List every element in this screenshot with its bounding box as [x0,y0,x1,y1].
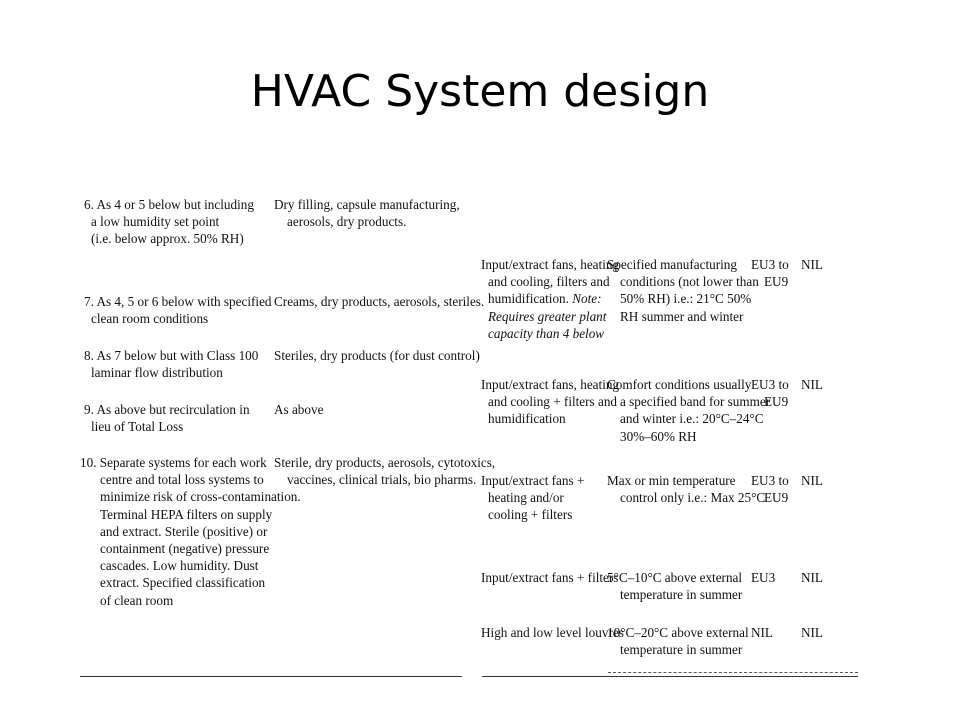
right-row-1-equipment [481,256,619,342]
requirement-line: and extract. Sterile (positive) or [100,523,268,539]
right-row-1-conditions [607,256,759,325]
right-row-5-equipment [481,624,624,641]
filtration-line: EU9 [764,274,789,290]
equipment-line: heating and/or [488,490,564,506]
requirement-line: laminar flow distribution [91,365,223,381]
application-line: Dry filling, capsule manufacturing, [274,197,460,212]
conditions-line: conditions (not lower than [620,274,759,290]
requirement-line: 8. As 7 below but with Class 100 [84,348,259,363]
equipment-text: humidification. [488,291,569,307]
filtration-line: EU3 [751,570,776,585]
equipment-line: cooling + filters [488,507,573,523]
right-row-3-other: NIL [801,473,823,488]
right-row-4-other: NIL [801,570,823,585]
right-row-1-filtration [751,256,789,290]
right-row-2-filtration [751,376,789,410]
right-row-5-filtration [751,624,773,641]
conditions-line: temperature in summer [620,587,743,603]
right-row-3-conditions [607,472,765,506]
equipment-line: and cooling, filters and [488,274,610,290]
slide-title: HVAC System design [250,66,710,117]
application-line: Sterile, dry products, aerosols, cytotoxics, [274,455,496,470]
right-row-3-filtration [751,472,789,506]
requirement-line: (i.e. below approx. 50% RH) [91,231,244,247]
conditions-line: RH summer and winter [620,308,744,324]
requirement-line: 9. As above but recirculation in [84,402,250,417]
application-line: Creams, dry products, aerosols, steriles. [274,294,485,309]
requirement-line: minimize risk of cross-contamination. [100,489,301,505]
equipment-line: humidification [488,411,566,427]
conditions-line: temperature in summer [620,642,743,658]
equipment-line: Input/extract fans, heating [481,257,620,272]
left-row-6-application [274,196,460,230]
left-row-9-application [274,401,323,418]
right-row-2-other: NIL [801,377,823,392]
equipment-note-line: Requires greater plant [488,308,607,324]
right-row-3-equipment [481,472,584,524]
requirement-line: cascades. Low humidity. Dust [100,558,259,574]
left-row-10-application [274,454,495,488]
right-table-bottom-rule [482,676,858,677]
requirement-line: 10. Separate systems for each work [80,455,267,470]
requirement-line: containment (negative) pressure [100,541,270,557]
application-line: vaccines, clinical trials, bio pharms. [287,472,477,488]
filtration-line: NIL [751,625,773,640]
filtration-line: EU3 to [751,473,789,488]
conditions-line: control only i.e.: Max 25°C [620,490,766,506]
right-row-2-equipment [481,376,619,428]
equipment-note-label: Note: [572,291,602,307]
requirement-line: of clean room [100,592,174,608]
application-line: Steriles, dry products (for dust control) [274,348,480,363]
left-row-9-requirement [84,401,250,435]
requirement-line: Terminal HEPA filters on supply [100,506,273,522]
conditions-line: 50% RH) i.e.: 21°C 50% [620,291,752,307]
left-row-10-requirement [80,454,301,609]
left-table [80,196,496,686]
left-row-7-application [274,293,484,310]
right-row-5-other: NIL [801,625,823,640]
application-line: aerosols, dry products. [287,214,407,230]
equipment-line: Input/extract fans + [481,473,585,488]
filtration-line: EU3 to [751,257,789,272]
equipment-line: Input/extract fans, heating [481,377,620,392]
left-table-bottom-rule [80,676,462,677]
requirement-line: 6. As 4 or 5 below but including [84,197,254,212]
right-table [481,256,871,686]
conditions-line: Max or min temperature [607,473,736,488]
equipment-line [481,290,619,307]
requirement-line: centre and total loss systems to [100,472,264,488]
right-row-4-equipment [481,569,618,586]
left-row-7-requirement [84,293,272,327]
conditions-line: and winter i.e.: 20°C–24°C [620,411,764,427]
conditions-line: a specified band for summer [620,394,771,410]
requirement-line: lieu of Total Loss [91,419,184,435]
conditions-line: 5°C–10°C above external [607,570,743,585]
conditions-line: Comfort conditions usually [607,377,752,392]
equipment-line: Input/extract fans + filters [481,570,619,585]
equipment-line: High and low level louvres [481,625,624,640]
conditions-line: Specified manufacturing [607,257,737,272]
equipment-line: and cooling + filters and [488,394,618,410]
equipment-note-line: capacity than 4 below [488,325,605,341]
right-table-bottom-rule-secondary [608,672,858,673]
conditions-line: 30%–60% RH [620,428,697,444]
filtration-line: EU9 [764,394,789,410]
left-row-8-application [274,347,480,364]
filtration-line: EU3 to [751,377,789,392]
right-row-4-filtration [751,569,775,586]
left-row-6-requirement [84,196,254,248]
right-row-2-conditions [607,376,770,445]
right-row-5-conditions [607,624,749,658]
left-row-8-requirement [84,347,258,381]
requirement-line: extract. Specified classification [100,575,266,591]
requirement-line: a low humidity set point [91,214,220,230]
filtration-line: EU9 [764,490,789,506]
right-row-4-conditions [607,569,742,603]
requirement-line: 7. As 4, 5 or 6 below with specified [84,294,272,309]
right-row-1-other: NIL [801,257,823,272]
application-line: As above [274,402,324,417]
conditions-line: 10°C–20°C above external [607,625,749,640]
requirement-line: clean room conditions [91,311,209,327]
